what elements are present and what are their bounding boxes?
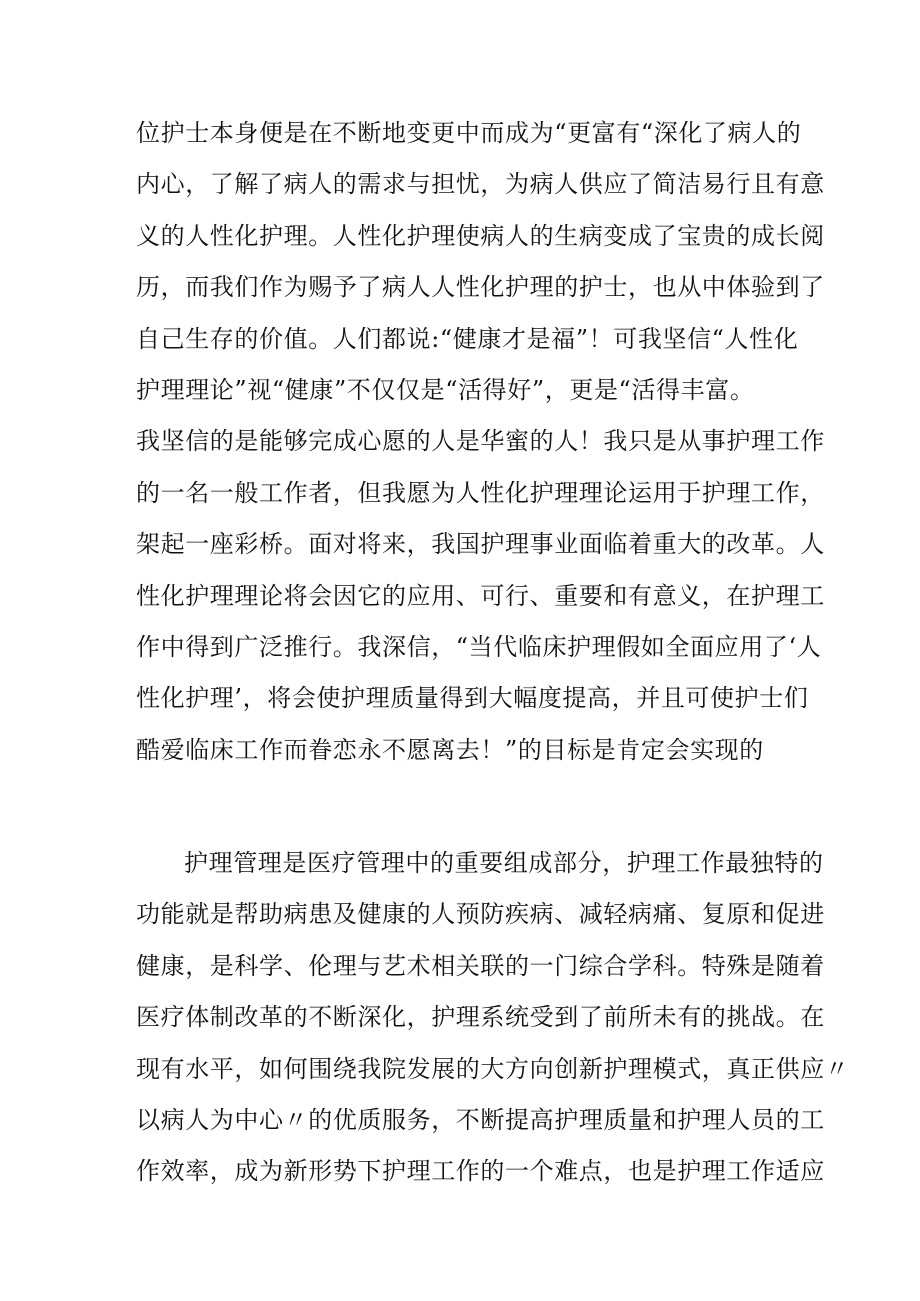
text-line: 历，而我们作为赐予了病人人性化护理的护士，也从中体验到了 <box>136 273 825 302</box>
paragraph-2 <box>136 838 850 1198</box>
text-line: 护理管理是医疗管理中的重要组成部分，护理工作最独特的 <box>184 849 824 877</box>
text-line: 的一名一般工作者，但我愿为人性化护理理论运用于护理工作， <box>136 478 825 507</box>
text-line: 健康，是科学、伦理与艺术相关联的一门综合学科。特殊是随着 <box>136 951 825 980</box>
text-line: 现有水平，如何围绕我院发展的大方向创新护理模式，真正供应〃 <box>136 1054 850 1083</box>
text-line: 位护士本身便是在不断地变更中而成为“更富有“深化了病人的 <box>136 119 802 147</box>
text-line: 性化护理’，将会使护理质量得到大幅度提高，并且可使护士们 <box>136 684 809 713</box>
text-line: 义的人性化护理。人性化护理使病人的生病变成了宝贵的成长阅 <box>136 221 825 250</box>
text-line: 我坚信的是能够完成心愿的人是华蜜的人！我只是从事护理工作 <box>136 427 825 456</box>
text-line: 功能就是帮助病患及健康的人预防疾病、减轻病痛、复原和促进 <box>136 900 825 929</box>
text-line: 以病人为中心〃的优质服务，不断提高护理质量和护理人员的工 <box>136 1105 825 1134</box>
text-line: 自己生存的价值。人们都说:“健康才是福”！可我坚信“人性化 <box>136 324 799 353</box>
text-line: 作中得到广泛推行。我深信，“当代临床护理假如全面应用了‘人 <box>136 632 822 661</box>
text-line: 酷爱临床工作而眷恋永不愿离去！”的目标是肯定会实现的 <box>136 735 764 764</box>
text-line: 作效率，成为新形势下护理工作的一个难点，也是护理工作适应 <box>136 1157 825 1186</box>
text-line: 内心，了解了病人的需求与担忧，为病人供应了简洁易行且有意 <box>136 170 825 199</box>
paragraph-1 <box>136 108 825 776</box>
text-line: 性化护理理论将会因它的应用、可行、重要和有意义，在护理工 <box>136 581 825 610</box>
text-line: 医疗体制改革的不断深化，护理系统受到了前所未有的挑战。在 <box>136 1003 825 1032</box>
text-line: 架起一座彩桥。面对将来，我国护理事业面临着重大的改革。人 <box>136 530 825 559</box>
text-line: 护理理论”视“健康”不仅仅是“活得好”，更是“活得丰富。 <box>136 375 755 404</box>
